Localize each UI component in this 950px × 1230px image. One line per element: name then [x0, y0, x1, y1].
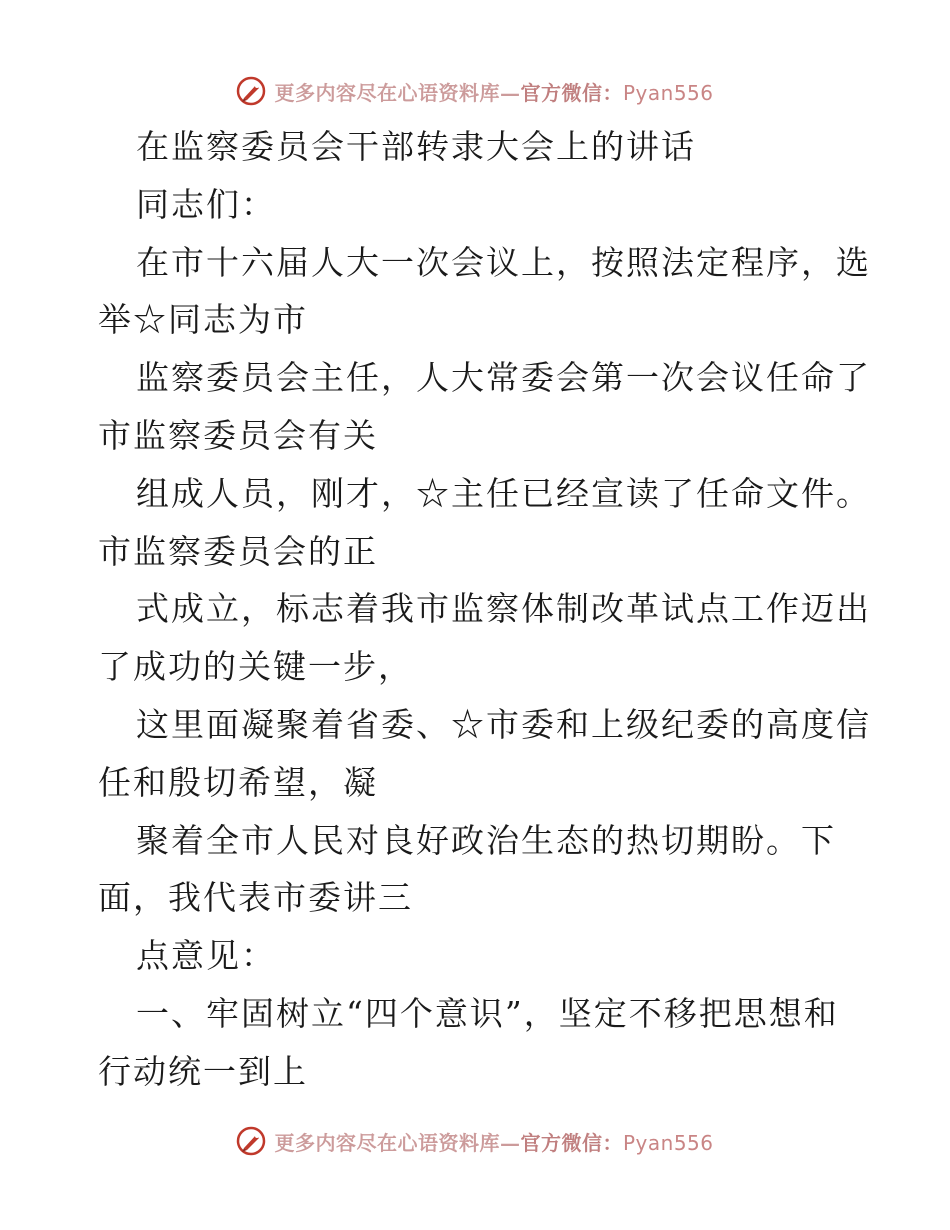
paragraph-line: 市监察委员会有关 — [98, 415, 378, 455]
watermark-wechat-label: 官方微信： — [520, 1130, 623, 1155]
document-body — [98, 118, 871, 1101]
footer-watermark-text — [274, 1127, 713, 1156]
paragraph-line: 任和殷切希望，凝 — [98, 762, 378, 802]
pen-logo-icon — [236, 76, 266, 106]
paragraph-line: 点意见： — [136, 936, 276, 976]
watermark-site-text: 更多内容尽在心语资料库 — [274, 80, 500, 105]
watermark-separator: — — [499, 1130, 521, 1155]
paragraph-line: 式成立，标志着我市监察体制改革试点工作迈出 — [136, 589, 871, 629]
document-title: 在监察委员会干部转隶大会上的讲话 — [136, 127, 696, 166]
paragraph-line: 面，我代表市委讲三 — [98, 878, 413, 918]
footer-watermark-banner — [0, 1121, 950, 1161]
watermark-wechat-label: 官方微信： — [520, 80, 623, 105]
watermark-separator: — — [499, 80, 521, 105]
pen-logo-icon — [236, 1126, 266, 1156]
paragraph-line: 聚着全市人民对良好政治生态的热切期盼。下 — [136, 820, 836, 860]
paragraph-line: 市监察委员会的正 — [98, 531, 378, 571]
paragraph-line: 一、牢固树立“四个意识”，坚定不移把思想和 — [136, 993, 839, 1033]
paragraph-line: 组成人员，刚才，☆主任已经宣读了任命文件。 — [136, 473, 871, 513]
paragraph-line: 举☆同志为市 — [98, 300, 308, 340]
paragraph-line: 这里面凝聚着省委、☆市委和上级纪委的高度信 — [136, 704, 871, 744]
header-watermark-banner — [0, 71, 950, 111]
watermark-wechat-id: Pyan556 — [622, 80, 714, 105]
paragraph-line: 同志们： — [136, 184, 276, 224]
header-watermark-text — [274, 77, 713, 106]
watermark-wechat-id: Pyan556 — [622, 1130, 714, 1155]
watermark-site-text: 更多内容尽在心语资料库 — [274, 1130, 500, 1155]
paragraph-line: 了成功的关键一步， — [98, 647, 413, 687]
paragraph-line: 在市十六届人大一次会议上，按照法定程序，选 — [136, 242, 871, 282]
paragraph-line: 行动统一到上 — [98, 1051, 308, 1091]
paragraph-line: 监察委员会主任，人大常委会第一次会议任命了 — [136, 358, 871, 398]
